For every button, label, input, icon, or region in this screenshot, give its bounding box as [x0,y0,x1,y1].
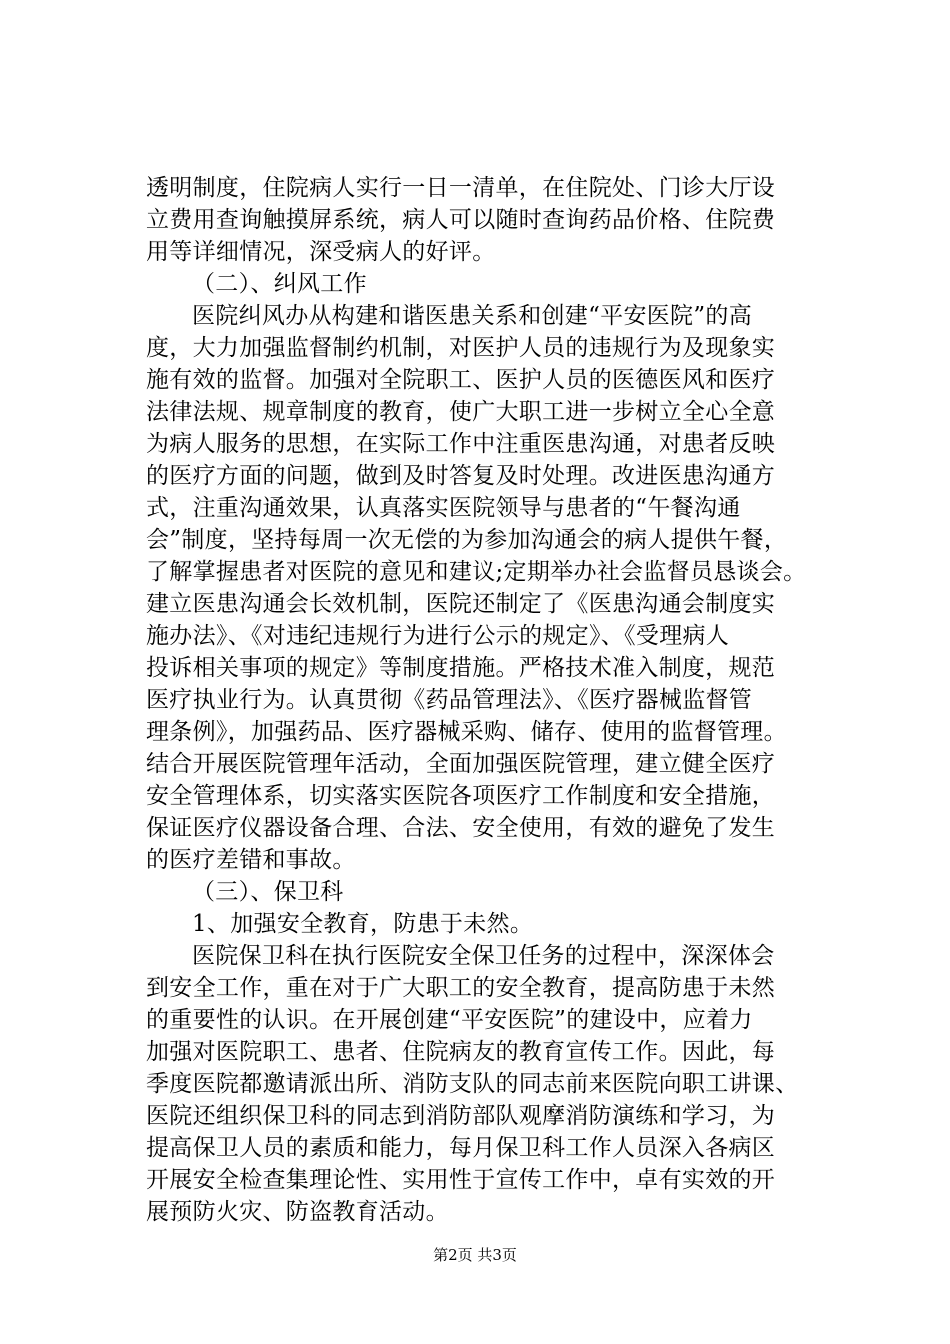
text-line: 医院还组织保卫科的同志到消防部队观摩消防演练和学习，为 [146,1103,776,1129]
text-line: 结合开展医院管理年活动，全面加强医院管理，建立健全医疗 [146,751,776,777]
text-line: 用等详细情况，深受病人的好评。 [146,239,496,265]
text-line: 的医疗方面的问题，做到及时答复及时处理。改进医患沟通方 [146,463,776,489]
text-line: 透明制度，住院病人实行一日一清单，在住院处、门诊大厅设 [146,175,776,201]
text-line: 加强对医院职工、患者、住院病友的教育宣传工作。因此，每 [146,1039,776,1065]
text-line: 施办法》、《对违纪违规行为进行公示的规定》、《受理病人 [146,623,730,649]
text-line: 保证医疗仪器设备合理、合法、安全使用，有效的避免了发生 [146,815,776,841]
page-footer [0,1245,950,1265]
text-line: 安全管理体系，切实落实医院各项医疗工作制度和安全措施， [146,783,776,809]
text-line: 为病人服务的思想，在实际工作中注重医患沟通，对患者反映 [146,431,776,457]
text-line: 了解掌握患者对医院的意见和建议;定期举办社会监督员恳谈会。 [146,559,807,585]
text-line: 的医疗差错和事故。 [146,847,356,873]
text-line: 立费用查询触摸屏系统，病人可以随时查询药品价格、住院费 [146,207,776,233]
paragraph-first-line: 医院保卫科在执行医院安全保卫任务的过程中，深深体会 [192,943,775,969]
paragraph-first-line: 医院纠风办从构建和谐医患关系和创建“平安医院”的高 [192,303,753,329]
page-number-label: 第2页 共3页 [433,1246,517,1264]
text-line: 度，大力加强监督制约机制，对医护人员的违规行为及现象实 [146,335,776,361]
text-line: 式，注重沟通效果，认真落实医院领导与患者的“午餐沟通 [146,495,741,521]
text-line: 展预防火灾、防盗教育活动。 [146,1199,449,1225]
text-line: 的重要性的认识。在开展创建“平安医院”的建设中，应着力 [146,1007,753,1033]
section-heading: （二）、纠风工作 [192,271,367,297]
text-line: 理条例》，加强药品、医疗器械采购、储存、使用的监督管理。 [146,719,787,745]
text-line: 季度医院都邀请派出所、消防支队的同志前来医院向职工讲课、 [146,1071,799,1097]
section-heading: （三）、保卫科 [192,879,344,905]
text-line: 到安全工作，重在对于广大职工的安全教育，提高防患于未然 [146,975,776,1001]
text-line: 会”制度，坚持每周一次无偿的为参加沟通会的病人提供午餐， [146,527,788,553]
subsection-heading: 1、加强安全教育，防患于未然。 [192,911,534,937]
text-line: 法律法规、规章制度的教育，使广大职工进一步树立全心全意 [146,399,776,425]
document-body [146,172,826,1228]
text-line: 建立医患沟通会长效机制，医院还制定了《医患沟通会制度实 [146,591,776,617]
text-line: 医疗执业行为。认真贯彻《药品管理法》、《医疗器械监督管 [146,687,753,713]
text-line: 提高保卫人员的素质和能力，每月保卫科工作人员深入各病区 [146,1135,776,1161]
text-line: 开展安全检查集理论性、实用性于宣传工作中，卓有实效的开 [146,1167,776,1193]
text-line: 投诉相关事项的规定》等制度措施。严格技术准入制度，规范 [146,655,776,681]
text-line: 施有效的监督。加强对全院职工、医护人员的医德医风和医疗 [146,367,776,393]
